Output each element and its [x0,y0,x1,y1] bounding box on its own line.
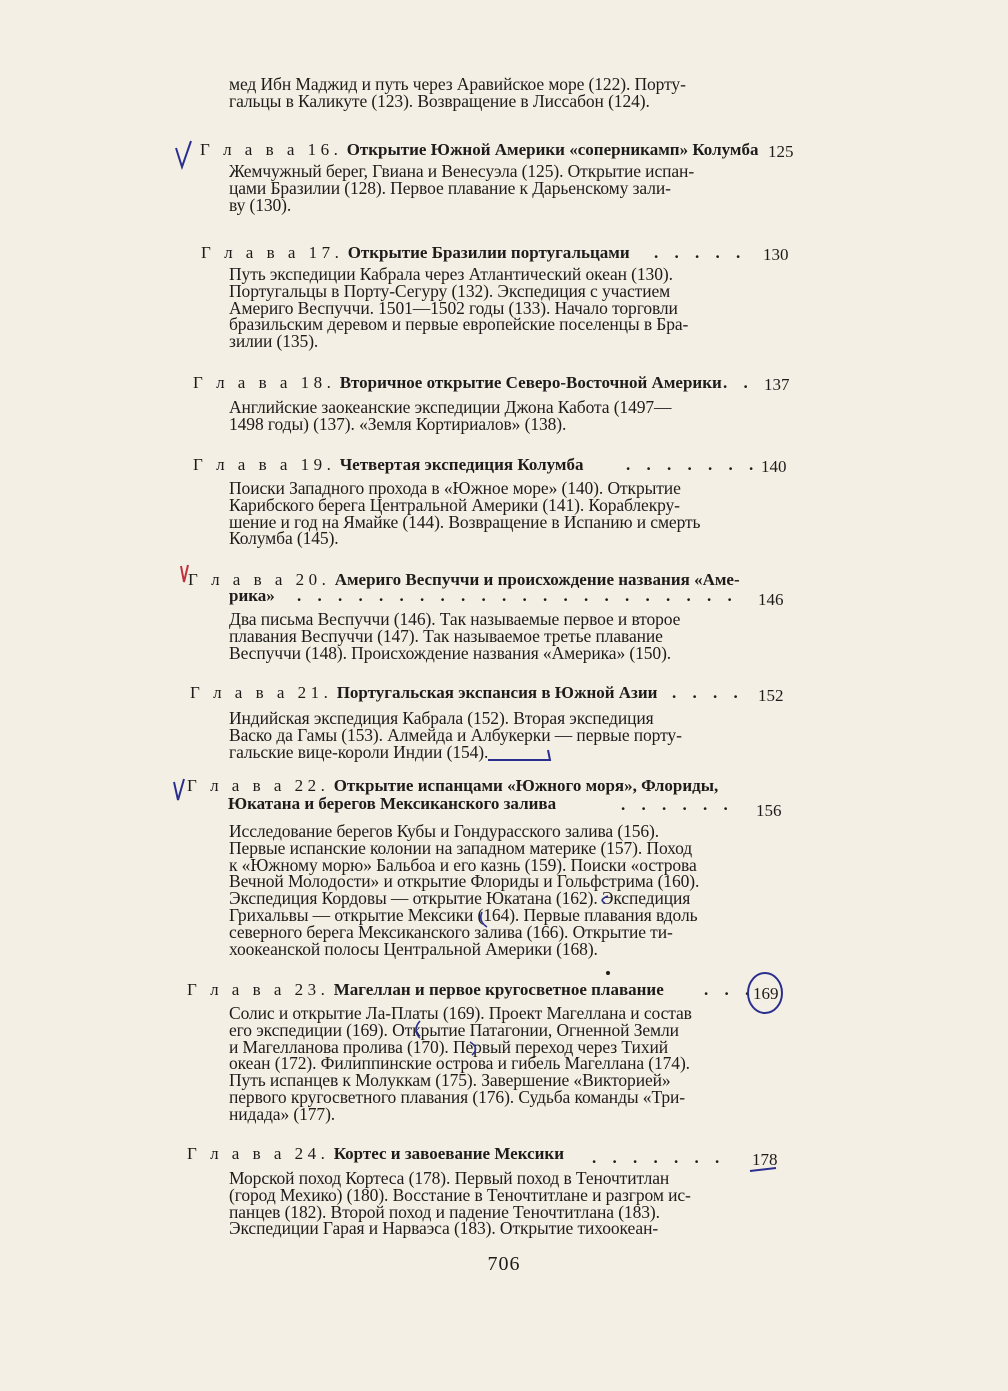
text-line: ву (130). [229,194,292,215]
chapter-title: рика» [229,586,275,605]
chapter-description [229,480,755,547]
chapter-label: Г л а в а 24. [187,1144,330,1163]
chapter-description [229,1005,755,1123]
text-line: Васко да Гамы (153). Алмейда и Албукерки — первые порту- [229,724,682,745]
text-line: его экспедиции (169). Открытие Патагонии, Огненной Земли [229,1019,679,1040]
chapter-description [229,710,755,760]
chapter-label: Г л а в а 23. [187,980,330,999]
text-line: Колумба (145). [229,528,339,549]
chapter-page-number: 125 [768,142,794,161]
text-line: Жемчужный берег, Гвиана и Венесуэла (125). Открытие испан- [229,161,695,181]
chapter-label: Г л а в а 16. [200,140,343,159]
chapter-title: Вторичное открытие Северо-Восточной Америки [339,373,722,392]
chapter-heading-continued [229,587,275,604]
chapter-label: Г л а в а 17. [201,243,344,262]
chapter-title: Америго Веспуччи и происхождение названия «Аме- [334,570,740,589]
chapter-title: Португальская экспансия в Южной Азии [336,683,658,702]
chapter-label: Г л а в а 18. [193,373,336,392]
chapter-heading [187,1145,564,1162]
text-line: гальцы в Каликуте (123). Возвращение в Лиссабон (124). [229,90,650,111]
text-line: Путь экспедиции Кабрала через Атлантический океан (130). [229,264,673,284]
chapter-heading [190,684,657,701]
chapter-label: Г л а в а 22. [187,776,330,795]
text-line: северного берега Мексиканского залива (166). Открытие ти- [229,921,673,942]
text-line: Карибского берега Центральной Америки (141). Кораблекру- [229,494,680,515]
chapter-heading [187,981,664,998]
check-mark-icon [176,141,191,167]
chapter-page-number: 178 [752,1150,778,1169]
chapter-heading-continued [228,795,556,812]
chapter-page-number: 169 [753,984,779,1003]
text-line: Первые испанские колонии на западном материке (157). Поход [229,837,693,858]
chapter-page-number: 137 [764,375,790,394]
page-number: 706 [487,1253,521,1275]
chapter-page-number: 130 [763,245,789,264]
chapter-title: Открытие Южной Америки «соперникамп» Колумба [346,140,759,159]
text-line: Солис и открытие Ла-Платы (169). Проект Магеллана и состав [229,1003,692,1023]
leader-dots: . . . . . . [621,795,734,814]
text-line: Экспедиции Гарая и Нарваэса (183). Открытие тихоокеан- [229,1218,659,1239]
text-line: Английские заокеанские экспедиции Джона Кабота (1497— [229,397,672,417]
chapter-title: Кортес и завоевание Мексики [333,1144,565,1163]
leader-dots: . . . . . . . [592,1148,726,1167]
chapter-page-number: 152 [758,686,784,705]
chapter-heading [187,777,718,794]
text-line: хоокеанской полосы Центральной Америки (168). [229,938,598,959]
text-line: (город Мехико) (180). Восстание в Теночтитлане и разгром ис- [229,1184,691,1205]
text-line: к «Южному морю» Бальбоа и его казнь (159). Поиски «острова [229,854,697,875]
chapter-page-number: 156 [756,801,782,820]
chapter-description [229,823,755,957]
chapter-description [229,163,755,213]
chapter-title: Юкатана и берегов Мексиканского залива [228,794,557,813]
text-line: 1498 годы) (137). «Земля Кортириалов» (138). [229,413,567,434]
text-line: и Магелланова пролива (170). Первый переход через Тихий [229,1036,668,1057]
chapter-description [229,266,755,350]
text-line: Поиски Западного прохода в «Южное море» (140). Открытие [229,478,681,498]
chapter-description [229,611,755,661]
chapter-heading [200,141,758,158]
text-line: Грихальвы — открытие Мексики (164). Первые плавания вдоль [229,904,698,925]
text-line: Португальцы в Порту-Сегуру (132). Экспедиция с участием [229,280,671,301]
leader-dots: . . . . [672,683,744,702]
chapter-heading [193,456,583,473]
leader-dots: . . . . . . . . . . . . . . . . . . . . . . [297,586,738,605]
text-line: океан (172). Филиппинские острова и гибель Магеллана (174). [229,1053,690,1074]
chapter-label: Г л а в а 19. [193,455,336,474]
text-line: Вечной Молодости» и открытие Флориды и Гольфстрима (160). [229,871,700,892]
chapter-description [229,399,755,433]
text-line: шение и год на Ямайке (144). Возвращение в Испанию и смерть [229,511,701,532]
chapter-heading [201,244,630,261]
text-line: Исследование берегов Кубы и Гондурасского залива (156). [229,821,660,841]
text-line: цами Бразилии (128). Первое плавание к Дарьенскому зали- [229,177,671,198]
text-line: Экспедиция Кордовы — открытие Юкатана (162). Экспедиция [229,888,691,909]
text-line: Морской поход Кортеса (178). Первый поход в Теночтитлан [229,1168,670,1188]
chapter-description [229,1170,755,1237]
chapter-label: Г л а в а 20. [188,570,331,589]
leader-dots: . . . . . . . [626,455,760,474]
text-line: Два письма Веспуччи (146). Так называемые первое и второе [229,609,681,629]
dot-mark [606,971,610,975]
text-line: Индийская экспедиция Кабрала (152). Вторая экспедиция [229,708,654,728]
text-line: Америго Веспуччи. 1501—1502 годы (133). Начало торговли [229,297,678,318]
text-line: гальские вице-короли Индии (154). [229,741,489,762]
text-line: панцев (182). Второй поход и падение Теночтитлана (183). [229,1201,660,1222]
text-line: зилии (135). [229,331,319,352]
text-line: Путь испанцев к Молуккам (175). Завершение «Викторией» [229,1070,671,1091]
text-line: первого кругосветного плавания (176). Судьба команды «Три- [229,1086,686,1107]
text-line: мед Ибн Маджид и путь через Аравийское море (122). Порту- [229,74,686,94]
chapter-title: Открытие Бразилии португальцами [347,243,630,262]
leader-dots: . . . [704,980,756,999]
check-mark-icon [174,779,184,800]
check-mark-icon [181,565,188,582]
chapter-page-number: 146 [758,590,784,609]
chapter-heading [193,374,722,391]
text-line: нидада» (177). [229,1103,336,1124]
text-line: бразильским деревом и первые европейские поселенцы в Бра- [229,314,689,335]
text-line: Веспуччи (148). Происхождение названия «Америка» (150). [229,642,672,663]
leader-dots: . . . . . [654,243,747,262]
text-line: плавания Веспуччи (147). Так называемое третье плавание [229,625,663,646]
chapter-page-number: 140 [761,457,787,476]
chapter-title: Открытие испанцами «Южного моря», Флориды, [333,776,719,795]
chapter-label: Г л а в а 21. [190,683,333,702]
continuation-text [229,76,765,110]
chapter-title: Четвертая экспедиция Колумба [339,455,584,474]
chapter-title: Магеллан и первое кругосветное плавание [333,980,664,999]
leader-dots: . . [723,373,754,392]
